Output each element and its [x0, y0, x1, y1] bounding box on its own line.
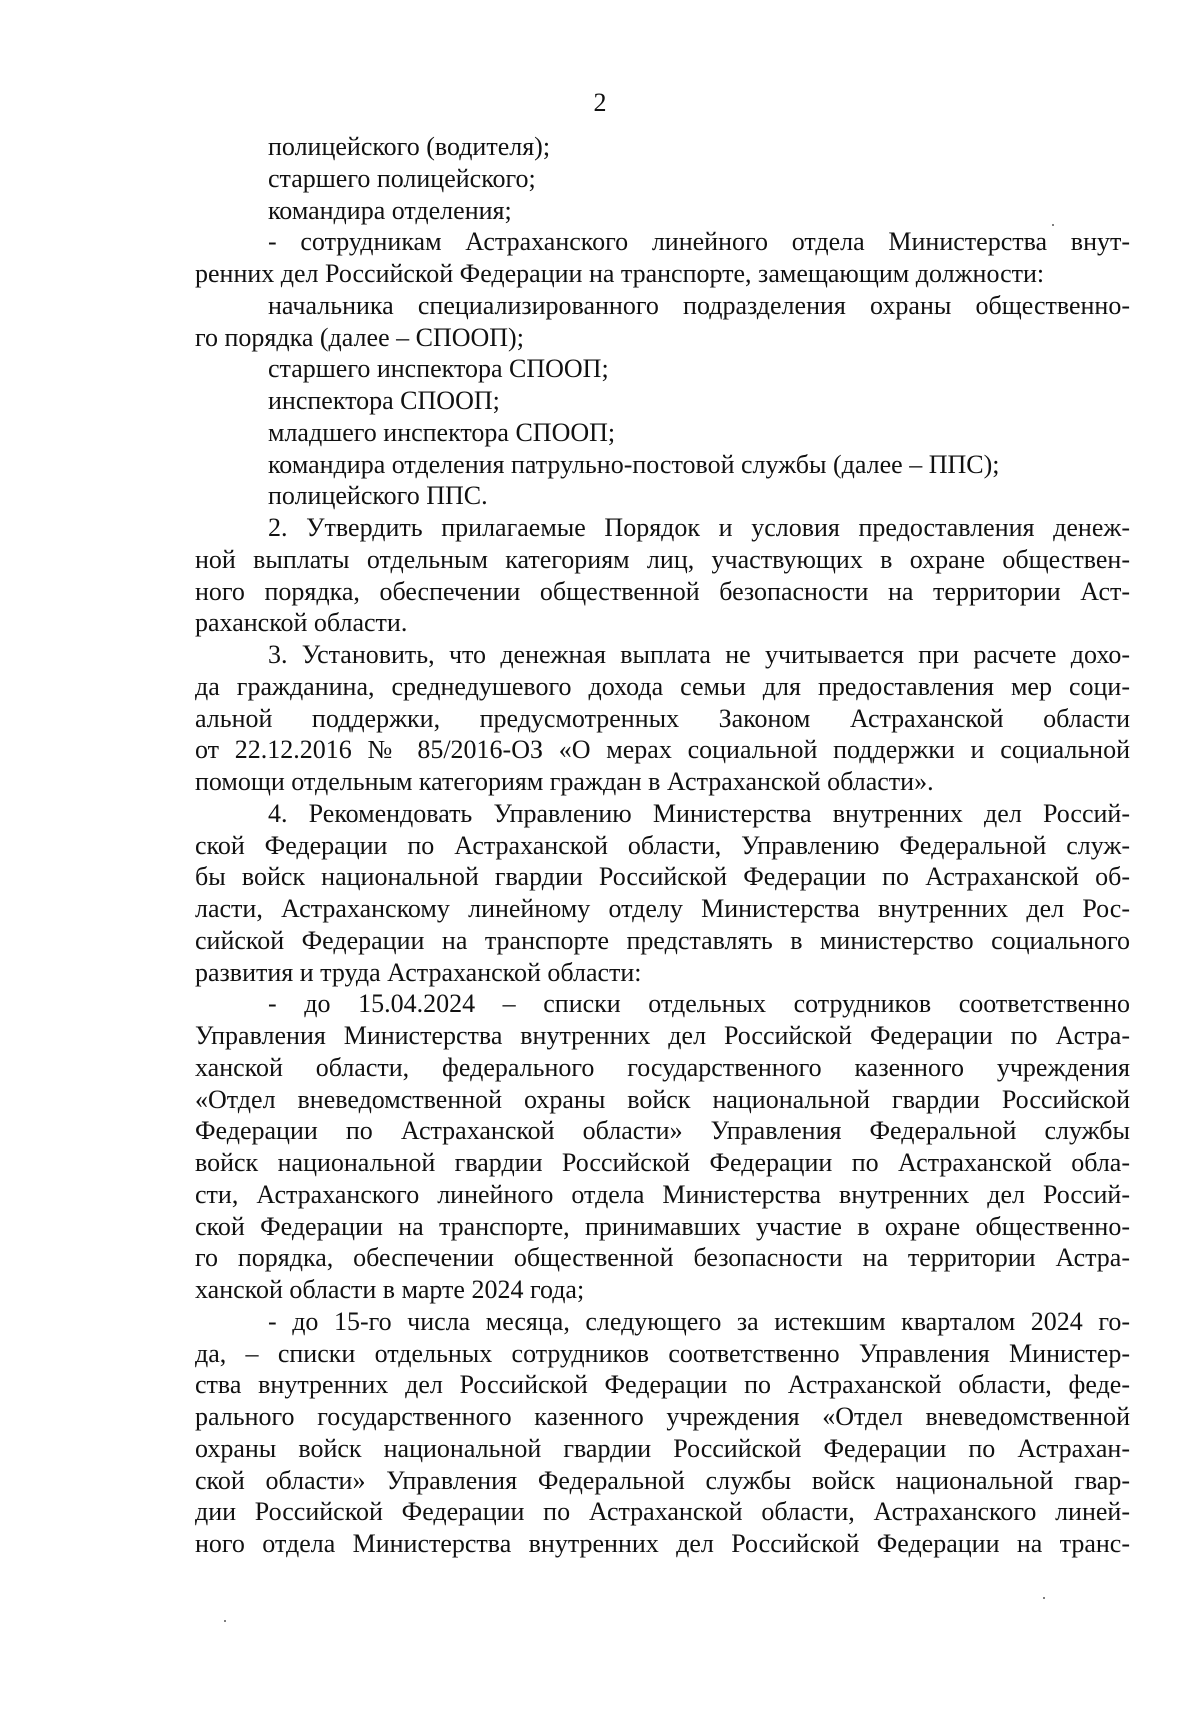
document-body — [195, 131, 1130, 1560]
text-line: «Отдел вневедомственной охраны войск национальной гвардии Российской — [195, 1084, 1130, 1114]
scan-speck — [1052, 224, 1054, 226]
text-line: ного отдела Министерства внутренних дел Российской Федерации на транс- — [195, 1529, 1130, 1558]
text-line: да гражданина, среднедушевого дохода семьи для предоставления мер соци- — [195, 671, 1130, 701]
text-line: ной выплаты отдельным категориям лиц, участвующих в охране обществен- — [195, 544, 1130, 574]
text-line: 3. Установить, что денежная выплата не учитывается при расчете дохо- — [268, 640, 1130, 669]
text-line: 2. Утвердить прилагаемые Порядок и условия предоставления денеж- — [268, 513, 1130, 542]
text-line: раханской области. — [195, 608, 408, 638]
text-line: войск национальной гвардии Российской Федерации по Астраханской обла- — [195, 1148, 1130, 1177]
text-line: начальника специализированного подразделения охраны общественно- — [268, 290, 1130, 320]
text-line: развития и труда Астраханской области: — [195, 957, 642, 987]
text-line: старшего инспектора СПООП; — [268, 354, 609, 384]
text-line: бы войск национальной гвардии Российской Федерации по Астраханской об- — [195, 862, 1130, 892]
text-line: командира отделения; — [268, 195, 512, 225]
text-line: сийской Федерации на транспорте представлять в министерство социального — [195, 925, 1130, 955]
text-line: ской Федерации по Астраханской области, Управлению Федеральной служ- — [195, 830, 1130, 860]
text-line: ской Федерации на транспорте, принимавших участие в охране общественно- — [195, 1211, 1130, 1241]
text-line: инспектора СПООП; — [268, 386, 500, 415]
text-line: старшего полицейского; — [268, 163, 536, 193]
text-line: полицейского ППС. — [268, 481, 488, 511]
text-line: ства внутренних дел Российской Федерации по Астраханской области, феде- — [195, 1370, 1130, 1400]
text-line: охраны войск национальной гвардии Российской Федерации по Астрахан- — [195, 1433, 1130, 1463]
text-line: - сотрудникам Астраханского линейного отдела Министерства внут- — [268, 227, 1130, 257]
scan-speck — [1043, 1597, 1045, 1599]
text-line: командира отделения патрульно-постовой службы (далее – ППС); — [268, 449, 1000, 479]
scan-speck — [224, 1620, 226, 1622]
text-line: Федерации по Астраханской области» Управления Федеральной службы — [195, 1116, 1130, 1146]
text-line: 4. Рекомендовать Управлению Министерства внутренних дел Россий- — [268, 798, 1130, 828]
text-line: ханской области, федерального государственного казенного учреждения — [195, 1052, 1130, 1082]
text-line: дии Российской Федерации по Астраханской области, Астраханского линей- — [195, 1497, 1130, 1527]
text-line: - до 15.04.2024 – списки отдельных сотрудников соответственно — [268, 989, 1130, 1019]
text-line: да, – списки отдельных сотрудников соответственно Управления Министер- — [195, 1338, 1130, 1368]
text-line: от 22.12.2016 № 85/2016-ОЗ «О мерах социальной поддержки и социальной — [195, 735, 1130, 765]
text-line: го порядка (далее – СПООП); — [195, 322, 524, 352]
page-number: 2 — [593, 88, 607, 117]
text-line: сти, Астраханского линейного отдела Министерства внутренних дел Россий- — [195, 1179, 1130, 1209]
text-line: го порядка, обеспечении общественной безопасности на территории Астра- — [195, 1243, 1130, 1273]
text-line: младшего инспектора СПООП; — [268, 417, 616, 447]
text-line: - до 15-го числа месяца, следующего за истекшим кварталом 2024 го- — [268, 1306, 1130, 1336]
text-line: ласти, Астраханскому линейному отделу Министерства внутренних дел Рос- — [195, 894, 1130, 923]
text-line: рального государственного казенного учреждения «Отдел вневедомственной — [195, 1402, 1130, 1431]
text-line: альной поддержки, предусмотренных Законом Астраханской области — [195, 703, 1130, 733]
text-line: ренних дел Российской Федерации на транспорте, замещающим должности: — [195, 259, 1045, 288]
text-line: ханской области в марте 2024 года; — [195, 1275, 585, 1304]
text-line: полицейского (водителя); — [268, 132, 551, 161]
text-line: Управления Министерства внутренних дел Российской Федерации по Астра- — [195, 1021, 1130, 1050]
text-line: ской области» Управления Федеральной службы войск национальной гвар- — [195, 1465, 1130, 1495]
text-line: помощи отдельным категориям граждан в Астраханской области». — [195, 767, 934, 796]
text-line: ного порядка, обеспечении общественной безопасности на территории Аст- — [195, 576, 1130, 606]
